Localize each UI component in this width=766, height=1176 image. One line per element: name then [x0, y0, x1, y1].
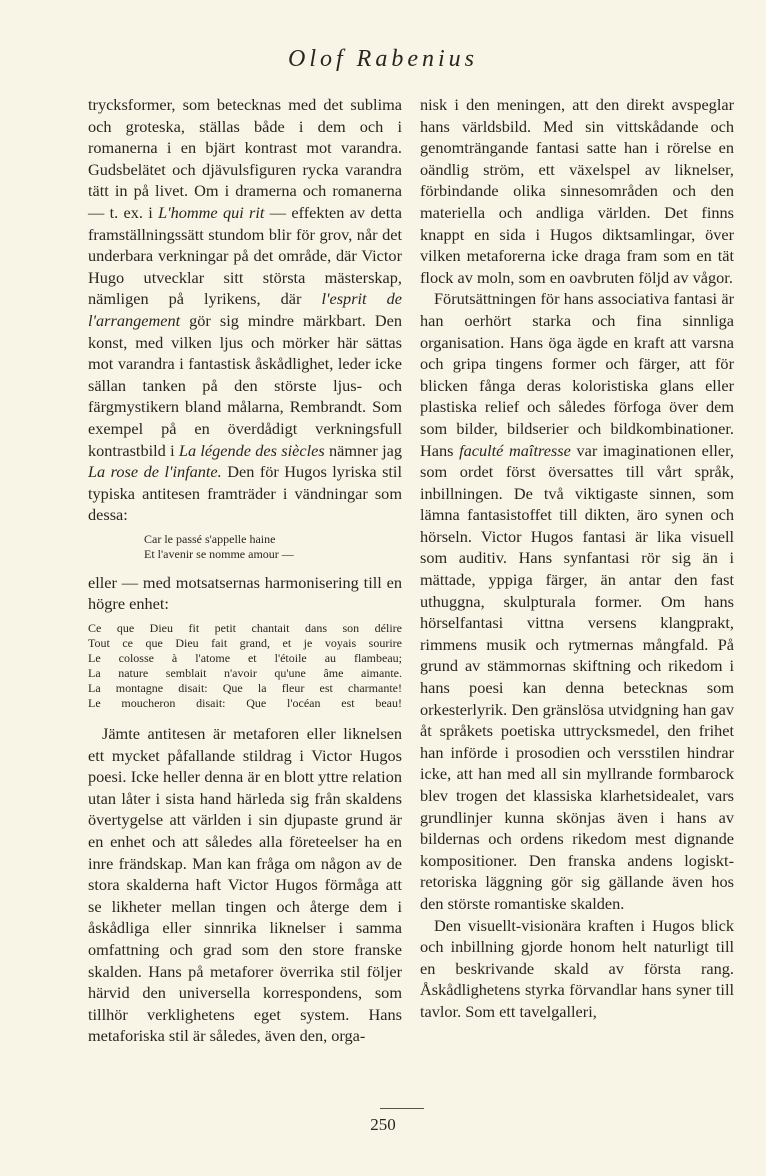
italic-title: La légende des siècles: [178, 440, 325, 460]
verse-line: La montagne disait: Que la fleur est charmante!: [88, 681, 402, 696]
paragraph: [88, 94, 402, 526]
paragraph: [420, 288, 734, 914]
text-run: Den för Hugos lyriska stil typiska antitesen framträder i vändningar som dessa:: [88, 462, 402, 525]
paragraph: Den visuellt-visionära kraften i Hugos blick och inbillning gjorde honom helt naturligt till en beskrivande skald av första rang. Åskådlighetens styrka förvandlar hans syner till tavlor. Som ett tavelgalleri,: [420, 915, 734, 1021]
italic-phrase: faculté maîtresse: [459, 440, 571, 460]
text-run: gör sig mindre märkbart. Den konst, med vilken ljus och mörker här sättas mot varandra i fantastisk åskådlighet, leder icke sällan tanken på den störste ljus- och färgmystikern bland målarna, Rembrandt. Som exempel på en överdådigt verkningsfull kontrastbild i: [88, 310, 402, 460]
text-run: trycksformer, som betecknas med det sublima och groteska, ställas både i dem och i romanerna i en bjärt kontrast mot varandra. Gudsbelätet och djävulsfiguren rycka varandra tätt in på livet. Om i dramerna och romanerna — t. ex. i: [88, 95, 402, 222]
paragraph: eller — med motsatsernas harmonisering till en högre enhet:: [88, 572, 402, 614]
text-run: nämner jag: [324, 440, 402, 460]
verse-line: Le moucheron disait: Que l'océan est beau!: [88, 696, 402, 711]
italic-phrase: l'esprit de l'arrangement: [88, 289, 402, 330]
verse-line: Et l'avenir se nomme amour —: [144, 546, 294, 561]
verse-line: Ce que Dieu fit petit chantait dans son délire: [88, 621, 402, 636]
right-column: [420, 94, 734, 1023]
verse-quote: [144, 532, 402, 562]
verse-line: La nature semblait n'avoir qu'une âme aimante.: [88, 666, 402, 681]
text-run: var imaginationen eller, som ordet först översattes till vårt språk, inbillningen. De två viktigaste sinnen, som lämna fantasistoffet till dikten, äro synen och hörseln. Victor Hugos fantasi är lika visuell som auditiv. Hans synfantasi rör sig än i mättade, yppiga färger, än antar den fast uthuggna, skulpturala former. Om hans hörselfantasi vittna versens klangprakt, rimmens musik och rytmernas mångfald. På grund av stämmornas skiftning och rikedom i hans poesi kan denna betecknas som orkesterlyrik. Den gränslösa utvidgning han gav åt språkets poetiska uttrycksmedel, den frihet han införde i prosodien och versstilen hindrar icke, att han med all sin myllrande formbarock blev trogen det klassiska klarhetsidealet, vars grundlinjer kunna skönjas även i hans av bildernas och ordens rikedom mest dignande kompositioner. Den franska andens logiskt-retoriska läggning gör sig gällande även hos den störste romantiske skalden.: [420, 440, 735, 913]
running-header: Olof Rabenius: [288, 46, 478, 72]
verse-line: Tout ce que Dieu fait grand, et je voyais sourire: [88, 636, 402, 651]
text-run: — effekten av detta framställningssätt stundom blir för grov, når det underbara verkningar på det område, där Victor Hugo utvecklar sitt största mästerskap, nämligen på lyrikens, där: [88, 202, 403, 309]
verse-line: Le colosse à l'atome et l'étoile au flambeau;: [88, 651, 402, 666]
paragraph: Jämte antitesen är metaforen eller liknelsen ett mycket påfallande stildrag i Victor Hugos poesi. Icke heller denna är en blott yttre relation utan låter i sista hand härleda sig från skaldens övertygelse att världen i sin djupaste grund är en enhet och att således alla företeelser ha en inre frändskap. Man kan fråga om någon av de stora skalderna haft Victor Hugos förmåga att se likheter mellan tingen och återge dem i åskådliga eller sinnrika liknelser i samma omfattning och grad som den store franske skalden. Hans på metaforer överrika stil följer härvid den universella korrespondens, som tillhör verklighetens eget system. Hans metaforiska stil är således, även den, orga-: [88, 724, 402, 1046]
paragraph: nisk i den meningen, att den direkt avspeglar hans världsbild. Med sin vittskådande och genomträngande fantasi satte han i rörelse en oändlig ström, ett växelspel av liknelser, förbindande olika sinnesområden och den materiella och andliga världen. Det finns knappt en sida i Hugos diktsamlingar, över vilken metaforerna icke draga fram som en tät flock av moln, som en oavbruten följd av vågor.: [420, 95, 734, 287]
italic-title: La rose de l'infante.: [88, 462, 222, 482]
left-column: [88, 94, 402, 1047]
text-run: Förutsättningen för hans associativa fantasi är han oerhört starka och fina sinnliga organisation. Hans öga ägde en kraft att varsna och gripa tingens former och färger, att för blicken fånga deras koloristiska glans eller plastiska relief och således förfoga över dem som bilder, bildserier och bildkombinationer. Hans: [420, 289, 734, 460]
verse-quote-block: [88, 621, 402, 711]
page-number-rule: [380, 1108, 424, 1109]
page-number: 250: [370, 1115, 396, 1134]
italic-title: L'homme qui rit: [158, 202, 265, 222]
verse-line: Car le passé s'appelle haine: [144, 531, 276, 546]
